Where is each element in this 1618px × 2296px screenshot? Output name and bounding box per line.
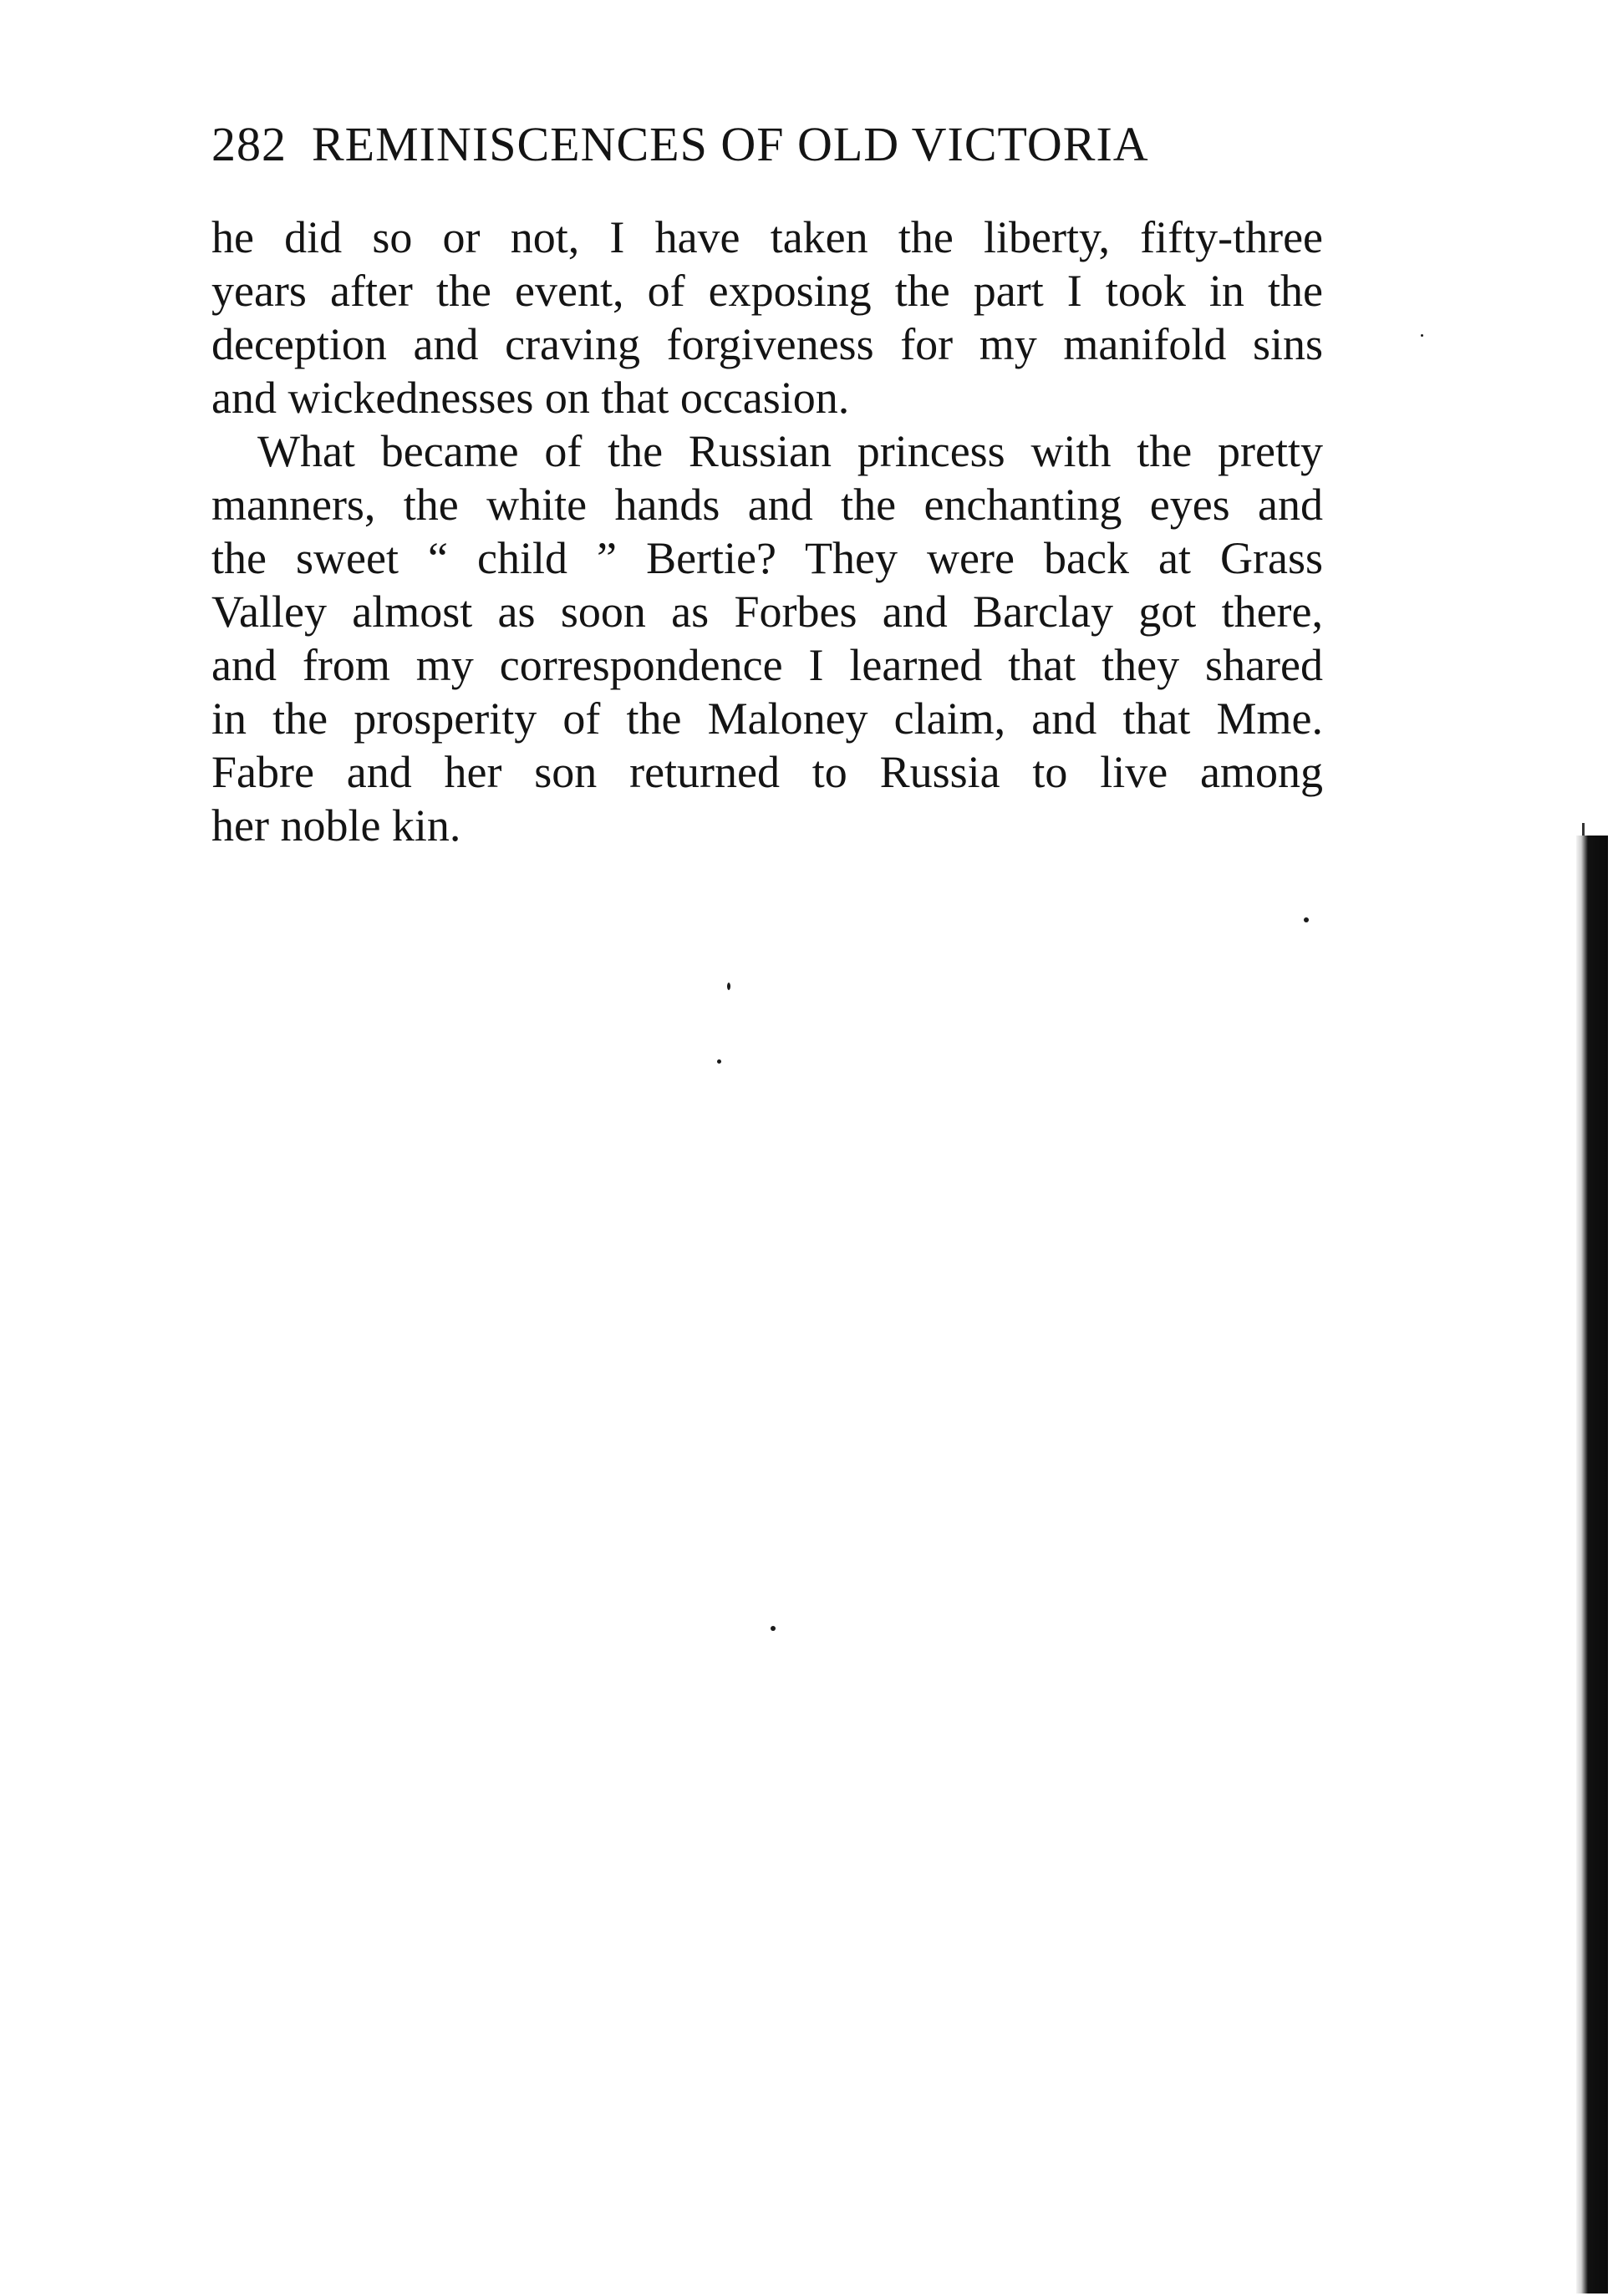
text-line: in the prosperity of the Maloney claim, and that Mme. <box>211 693 1323 744</box>
text-line: and from my correspondence I learned that they shared <box>211 640 1323 690</box>
text-line: and wickednesses on that occasion. <box>211 373 850 423</box>
running-title: REMINISCENCES OF OLD VICTORIA <box>312 117 1149 171</box>
page-number: 282 <box>211 117 287 171</box>
text-line: Valley almost as soon as Forbes and Barclay got there, <box>211 587 1323 637</box>
text-line: her noble kin. <box>211 800 461 851</box>
scan-gutter-shadow <box>1576 836 1608 2293</box>
scan-speck <box>1421 334 1423 337</box>
running-head <box>211 115 1231 174</box>
text-line: manners, the white hands and the enchanting eyes and <box>211 480 1323 530</box>
scan-speck <box>727 983 730 990</box>
text-line: deception and craving forgiveness for my manifold sins <box>211 319 1323 369</box>
scan-speck <box>1304 917 1309 922</box>
text-line: the sweet “ child ” Bertie? They were back at Grass <box>211 533 1323 583</box>
paragraph-first-line: What became of the Russian princess with the pretty <box>257 426 1323 476</box>
text-line: Fabre and her son returned to Russia to live among <box>211 747 1323 797</box>
scan-speck <box>717 1059 721 1064</box>
text-line: years after the event, of exposing the part I took in the <box>211 266 1323 316</box>
text-line: he did so or not, I have taken the liberty, fifty-three <box>211 212 1323 262</box>
scan-speck <box>771 1626 776 1631</box>
